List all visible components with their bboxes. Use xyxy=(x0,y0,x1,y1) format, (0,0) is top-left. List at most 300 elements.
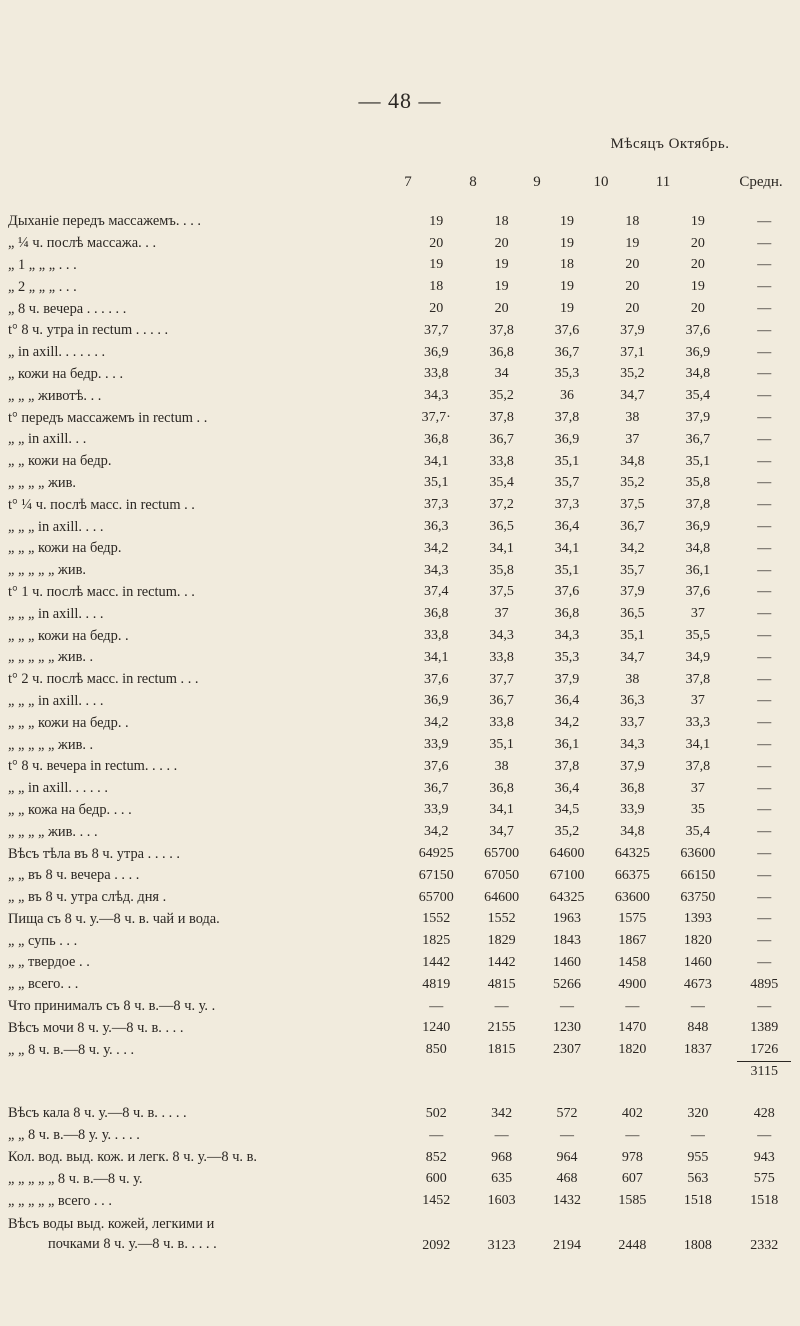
value-cell: — xyxy=(690,998,705,1014)
value-cell: 37 xyxy=(690,780,705,796)
row-label: Что принималъ съ 8 ч. в.—8 ч. у. . xyxy=(8,998,216,1015)
row-label: „ „ „ „ жив. xyxy=(8,474,76,491)
average-cell xyxy=(731,1039,798,1061)
average-cell: — xyxy=(757,366,772,382)
table-row xyxy=(8,1147,798,1169)
value-cell: 34,3 xyxy=(423,388,449,404)
row-label: „ „ „ in axill. . . . xyxy=(8,518,104,535)
value-cell: — xyxy=(625,1127,640,1143)
value-cell: 37,3 xyxy=(554,497,580,513)
column-header-day: 8 xyxy=(469,174,477,190)
value-cell: 34,1 xyxy=(554,540,580,556)
value-cell: 37 xyxy=(625,431,640,447)
average-cell: — xyxy=(757,824,772,840)
value-cell: 4900 xyxy=(618,976,647,992)
column-header-day: 7 xyxy=(404,174,412,190)
value-cell: 2448 xyxy=(618,1238,647,1254)
value-cell: 36,3 xyxy=(620,693,645,709)
value-cell: 402 xyxy=(621,1105,643,1121)
value-cell: 36,9 xyxy=(685,519,711,535)
average-cell: 2332 xyxy=(750,1238,779,1254)
average-cell: — xyxy=(757,497,772,513)
table-row xyxy=(8,691,798,713)
value-cell: 1825 xyxy=(422,933,451,949)
value-cell: — xyxy=(429,1127,444,1143)
value-cell: 37,8 xyxy=(489,322,514,338)
value-cell: 36,4 xyxy=(554,780,580,796)
value-cell: 20 xyxy=(690,257,705,273)
value-cell: 850 xyxy=(425,1042,447,1058)
row-label xyxy=(8,1212,404,1256)
value-cell: 37,6 xyxy=(423,671,449,687)
value-cell: 19 xyxy=(429,213,444,229)
value-cell: 19 xyxy=(690,213,705,229)
table-row xyxy=(8,821,798,843)
value-cell: 34,2 xyxy=(423,824,449,840)
row-label: „ „ въ 8 ч. вечера . . . . xyxy=(8,867,140,884)
value-cell: 37,9 xyxy=(685,410,711,426)
table-row xyxy=(8,996,798,1018)
page-number: — 48 — xyxy=(358,88,442,113)
average-cell: — xyxy=(757,846,772,861)
row-label: „ „ „ „ „ всего . . . xyxy=(8,1192,112,1209)
value-cell: 64325 xyxy=(549,889,585,905)
value-cell: 33,8 xyxy=(489,715,514,731)
table-row xyxy=(8,909,798,931)
table-row xyxy=(8,1017,798,1039)
value-cell: 1808 xyxy=(683,1238,712,1254)
average-cell: 943 xyxy=(753,1149,775,1165)
value-cell: 37,5 xyxy=(489,584,514,600)
table-row xyxy=(8,320,798,342)
table-row xyxy=(8,778,798,800)
value-cell: 35,1 xyxy=(423,475,449,491)
sum-rule xyxy=(737,1061,791,1062)
row-label: Пища съ 8 ч. у.—8 ч. в. чай и вода. xyxy=(8,910,220,927)
value-cell: 1815 xyxy=(487,1042,516,1058)
value-cell: 35,1 xyxy=(554,562,580,578)
value-cell: 1470 xyxy=(618,1020,647,1036)
value-cell: 1458 xyxy=(618,954,647,970)
value-cell: 19 xyxy=(560,213,575,229)
value-cell: 2155 xyxy=(487,1020,516,1036)
value-cell: 33,3 xyxy=(685,715,711,731)
value-cell: 964 xyxy=(556,1149,578,1165)
value-cell: 20 xyxy=(625,257,640,273)
row-label: „ „ въ 8 ч. утра слѣд. дня . xyxy=(8,889,167,906)
value-cell: 19 xyxy=(429,257,444,273)
value-cell: 1603 xyxy=(487,1193,516,1209)
value-cell: 34,9 xyxy=(685,649,711,665)
value-cell: 36,7 xyxy=(489,693,514,709)
table-row xyxy=(8,1039,798,1061)
row-label: „ „ всего. . . xyxy=(8,976,79,993)
value-cell: 35,2 xyxy=(620,475,645,491)
average-cell: — xyxy=(757,431,772,447)
value-cell: 20 xyxy=(690,301,705,317)
row-label: „ „ твердое . . xyxy=(8,954,90,971)
table-row xyxy=(8,647,798,669)
observation-table xyxy=(8,211,798,1256)
value-cell: 36,7 xyxy=(489,431,514,447)
table-row xyxy=(8,364,798,386)
row-label: Вѣсъ мочи 8 ч. у.—8 ч. в. . . . xyxy=(8,1019,184,1036)
empty-cell xyxy=(534,1061,599,1103)
value-cell: 18 xyxy=(494,213,509,229)
value-cell: 35,1 xyxy=(620,628,645,644)
value-cell: 37,7· xyxy=(421,410,451,426)
value-cell: 1820 xyxy=(683,933,712,949)
value-cell: 34,3 xyxy=(620,737,645,753)
average-cell: — xyxy=(757,475,772,491)
value-cell: 20 xyxy=(625,301,640,317)
value-cell: 4673 xyxy=(683,976,712,992)
column-header-day: 10 xyxy=(593,174,609,190)
row-label: „ in axill. . . . . . . xyxy=(8,344,106,361)
row-label: t° 8 ч. утра in rectum . . . . . xyxy=(8,322,169,339)
value-cell: 1843 xyxy=(553,933,582,949)
row-label: „ „ „ in axill. . . . xyxy=(8,692,104,709)
average-cell: — xyxy=(757,388,772,404)
value-cell: 36,4 xyxy=(554,519,580,535)
row-label: „ „ „ кожи на бедр. xyxy=(8,540,122,557)
row-label: t° 2 ч. послѣ масс. in rectum . . . xyxy=(8,671,199,688)
value-cell: 20 xyxy=(429,301,444,317)
average-cell: — xyxy=(757,737,772,753)
row-label: „ „ „ кожи на бедр. . xyxy=(8,714,129,731)
value-cell: 20 xyxy=(429,235,444,251)
value-cell: 35,4 xyxy=(685,388,711,404)
value-cell: 1460 xyxy=(683,954,712,970)
average-cell: — xyxy=(757,933,772,949)
value-cell: 19 xyxy=(560,235,575,251)
value-cell: 35,1 xyxy=(685,453,711,469)
value-cell: 1837 xyxy=(683,1042,712,1058)
average-cell: — xyxy=(757,954,772,970)
average-cell: — xyxy=(757,235,772,251)
table-row xyxy=(8,342,798,364)
table-row xyxy=(8,843,798,865)
urine-total-value: 3115 xyxy=(750,1064,778,1080)
value-cell: 34,8 xyxy=(685,366,711,382)
value-cell: 19 xyxy=(494,279,509,295)
row-label: „ „ „ „ „ 8 ч. в.—8 ч. у. xyxy=(8,1170,143,1187)
value-cell: 5266 xyxy=(553,976,582,992)
average-cell: — xyxy=(757,1127,772,1143)
row-label: Вѣсъ кала 8 ч. у.—8 ч. в. . . . . xyxy=(8,1105,187,1122)
value-cell: 36,8 xyxy=(423,606,449,622)
row-label: „ 8 ч. вечера . . . . . . xyxy=(8,300,127,317)
value-cell: 36,8 xyxy=(423,431,449,447)
value-cell: 33,9 xyxy=(423,737,449,753)
value-cell: 1867 xyxy=(618,933,647,949)
observation-table-body xyxy=(8,211,798,1256)
empty-cell xyxy=(469,1061,534,1103)
value-cell: 67100 xyxy=(549,867,585,883)
value-cell: 2307 xyxy=(553,1042,582,1058)
value-cell: 1230 xyxy=(553,1020,582,1036)
table-row xyxy=(8,538,798,560)
value-cell: 35,2 xyxy=(554,824,580,840)
value-cell: 36,7 xyxy=(554,344,580,360)
value-cell: 37,8 xyxy=(554,410,580,426)
value-cell: 34,3 xyxy=(423,562,449,578)
value-cell: 37,4 xyxy=(423,584,449,600)
table-row xyxy=(8,865,798,887)
value-cell: 572 xyxy=(556,1105,578,1121)
table-row xyxy=(8,669,798,691)
value-cell: 36,7 xyxy=(685,431,711,447)
value-cell: 37,6 xyxy=(685,584,711,600)
row-label: „ „ „ „ жив. . . . xyxy=(8,823,98,840)
value-cell: 36,8 xyxy=(620,780,645,796)
value-cell: 35 xyxy=(690,802,705,818)
value-cell: 35,1 xyxy=(554,453,580,469)
value-cell: 34,3 xyxy=(554,628,580,644)
value-cell: 1575 xyxy=(618,911,647,927)
value-cell: 19 xyxy=(494,257,509,273)
value-cell: 37,8 xyxy=(685,671,711,687)
value-cell: — xyxy=(560,1127,575,1143)
average-cell: — xyxy=(757,519,772,535)
value-cell: 34,1 xyxy=(685,737,711,753)
row-label: „ „ in axill. . . xyxy=(8,431,87,448)
average-cell: 575 xyxy=(753,1171,775,1187)
value-cell: 607 xyxy=(621,1171,643,1187)
average-cell: — xyxy=(757,453,772,469)
value-cell: 1552 xyxy=(487,911,516,927)
average-cell: — xyxy=(757,649,772,665)
average-cell: — xyxy=(757,628,772,644)
value-cell: 19 xyxy=(560,279,575,295)
average-cell: — xyxy=(757,671,772,687)
value-cell: 37 xyxy=(690,606,705,622)
value-cell: 34,2 xyxy=(620,540,645,556)
average-cell: — xyxy=(757,802,772,818)
value-cell: 1585 xyxy=(618,1193,647,1209)
value-cell: 19 xyxy=(625,235,640,251)
row-label: „ „ „ „ „ жив. . xyxy=(8,649,94,666)
row-label-line: почками 8 ч. у.—8 ч. в. . . . . xyxy=(48,1236,217,1253)
row-label: „ „ кожа на бедр. . . . xyxy=(8,801,132,818)
empty-cell xyxy=(8,1061,404,1103)
value-cell: 35,1 xyxy=(489,737,514,753)
value-cell: 1240 xyxy=(422,1020,451,1036)
value-cell: 1460 xyxy=(553,954,582,970)
value-cell: 34,8 xyxy=(620,824,645,840)
row-label: „ 2 „ „ „ . . . xyxy=(8,278,77,295)
value-cell: 1452 xyxy=(422,1193,451,1209)
value-cell: 37,6 xyxy=(554,584,580,600)
value-cell: 34,5 xyxy=(554,802,580,818)
value-cell: 36,8 xyxy=(554,606,580,622)
table-row xyxy=(8,560,798,582)
value-cell: 34,8 xyxy=(685,540,711,556)
row-label: „ 1 „ „ „ . . . xyxy=(8,256,77,273)
value-cell: 37,8 xyxy=(489,410,514,426)
value-cell: 65700 xyxy=(484,846,520,861)
average-cell: — xyxy=(757,693,772,709)
value-cell: 35,4 xyxy=(489,475,514,491)
value-cell: 342 xyxy=(491,1105,513,1121)
table-row xyxy=(8,429,798,451)
value-cell: 37 xyxy=(494,606,509,622)
value-cell: — xyxy=(560,998,575,1014)
column-header-average: Средн. xyxy=(739,174,783,190)
value-cell: 37,8 xyxy=(685,758,711,774)
value-cell: 63600 xyxy=(680,846,716,861)
average-cell: 1389 xyxy=(750,1020,779,1036)
value-cell: 63750 xyxy=(680,889,716,905)
empty-cell xyxy=(404,1061,469,1103)
value-cell: 36 xyxy=(560,388,575,404)
row-label: Дыханіе передъ массажемъ. . . . xyxy=(8,213,202,230)
table-row xyxy=(8,930,798,952)
table-row xyxy=(8,887,798,909)
value-cell: 64600 xyxy=(549,846,585,861)
average-cell: — xyxy=(757,344,772,360)
value-cell: 34,1 xyxy=(489,540,514,556)
table-row xyxy=(8,1212,798,1256)
value-cell: 35,4 xyxy=(685,824,711,840)
value-cell: 320 xyxy=(687,1105,709,1121)
value-cell: 34,7 xyxy=(489,824,514,840)
month-title: Мѣсяцъ Октябрь. xyxy=(610,136,730,152)
value-cell: 1432 xyxy=(553,1193,582,1209)
value-cell: 33,8 xyxy=(423,366,449,382)
value-cell: 1552 xyxy=(422,911,451,927)
value-cell: 35,5 xyxy=(685,628,711,644)
average-cell: — xyxy=(757,606,772,622)
value-cell: 35,2 xyxy=(489,388,514,404)
value-cell: 1829 xyxy=(487,933,516,949)
value-cell: 34,2 xyxy=(554,715,580,731)
row-label: t° 1 ч. послѣ масс. in rectum. . . xyxy=(8,583,195,600)
table-row xyxy=(8,1125,798,1147)
value-cell: 35,2 xyxy=(620,366,645,382)
value-cell: 34 xyxy=(494,366,509,382)
table-row xyxy=(8,1190,798,1212)
value-cell: 38 xyxy=(625,410,640,426)
average-cell: — xyxy=(757,889,772,905)
value-cell: 20 xyxy=(494,235,509,251)
table-row xyxy=(8,1168,798,1190)
value-cell: 33,7 xyxy=(620,715,645,731)
table-row xyxy=(8,952,798,974)
row-label: Кол. вод. выд. кож. и легк. 8 ч. у.—8 ч. в. xyxy=(8,1149,258,1166)
value-cell: 67150 xyxy=(418,867,454,883)
table-row xyxy=(8,473,798,495)
value-cell: 968 xyxy=(491,1149,513,1165)
table-row xyxy=(8,211,798,233)
value-cell: 35,3 xyxy=(554,649,580,665)
table-row xyxy=(8,276,798,298)
value-cell: 37,3 xyxy=(423,497,449,513)
average-cell: — xyxy=(757,540,772,556)
value-cell: 36,5 xyxy=(620,606,645,622)
value-cell: 33,8 xyxy=(423,628,449,644)
row-label: „ „ „ кожи на бедр. . xyxy=(8,627,129,644)
value-cell: 64600 xyxy=(484,889,520,905)
table-row xyxy=(8,516,798,538)
table-row xyxy=(8,298,798,320)
average-cell: 4895 xyxy=(750,976,779,992)
row-label: „ „ in axill. . . . . . xyxy=(8,780,108,797)
average-value: 1726 xyxy=(750,1042,779,1058)
value-cell: 19 xyxy=(560,301,575,317)
value-cell: 1442 xyxy=(422,954,451,970)
table-row xyxy=(8,800,798,822)
row-label: „ „ супь . . . xyxy=(8,932,78,949)
value-cell: 852 xyxy=(425,1149,447,1165)
value-cell: 34,2 xyxy=(423,715,449,731)
value-cell: 33,8 xyxy=(489,453,514,469)
average-cell: — xyxy=(757,867,772,883)
urine-total-row xyxy=(8,1061,798,1103)
row-label: „ „ „ in axill. . . . xyxy=(8,605,104,622)
table-row xyxy=(8,603,798,625)
average-cell: — xyxy=(757,213,772,229)
urine-total-cell xyxy=(731,1061,798,1103)
value-cell: 37 xyxy=(690,693,705,709)
value-cell: 34,7 xyxy=(620,388,645,404)
value-cell: 37,7 xyxy=(423,322,449,338)
value-cell: 65700 xyxy=(418,889,454,905)
value-cell: 66375 xyxy=(614,867,650,883)
value-cell: 955 xyxy=(687,1149,709,1165)
average-cell: — xyxy=(757,715,772,731)
row-label: Вѣсъ тѣла въ 8 ч. утра . . . . . xyxy=(8,845,181,862)
row-label: „ „ кожи на бедр. xyxy=(8,453,112,470)
value-cell: 36,3 xyxy=(423,519,449,535)
value-cell: 1820 xyxy=(618,1042,647,1058)
value-cell: — xyxy=(690,1127,705,1143)
value-cell: 37,5 xyxy=(620,497,645,513)
value-cell: 2194 xyxy=(553,1238,582,1254)
row-label: t° передъ массажемъ in rectum . . xyxy=(8,409,208,426)
table-row xyxy=(8,974,798,996)
value-cell: 35,7 xyxy=(554,475,580,491)
table-row xyxy=(8,494,798,516)
table-row xyxy=(8,451,798,473)
average-cell: 1518 xyxy=(750,1193,779,1209)
value-cell: 20 xyxy=(690,235,705,251)
value-cell: 36,9 xyxy=(685,344,711,360)
empty-cell xyxy=(665,1061,730,1103)
value-cell: 37,6 xyxy=(685,322,711,338)
value-cell: 37,6 xyxy=(423,758,449,774)
table-row xyxy=(8,756,798,778)
average-cell: — xyxy=(757,410,772,426)
value-cell: 38 xyxy=(625,671,640,687)
value-cell: 35,8 xyxy=(489,562,514,578)
value-cell: 36,1 xyxy=(554,737,580,753)
column-header-day: 11 xyxy=(655,174,671,190)
average-cell: 428 xyxy=(753,1105,775,1121)
average-cell: — xyxy=(757,911,772,927)
value-cell: 37,6 xyxy=(554,322,580,338)
value-cell: 37,1 xyxy=(620,344,645,360)
value-cell: 38 xyxy=(494,758,509,774)
value-cell: 36,4 xyxy=(554,693,580,709)
value-cell: 64325 xyxy=(614,846,650,861)
table-row xyxy=(8,625,798,647)
table-row xyxy=(8,255,798,277)
value-cell: 4819 xyxy=(422,976,451,992)
value-cell: 18 xyxy=(625,213,640,229)
value-cell: 1442 xyxy=(487,954,516,970)
value-cell: 1393 xyxy=(683,911,712,927)
